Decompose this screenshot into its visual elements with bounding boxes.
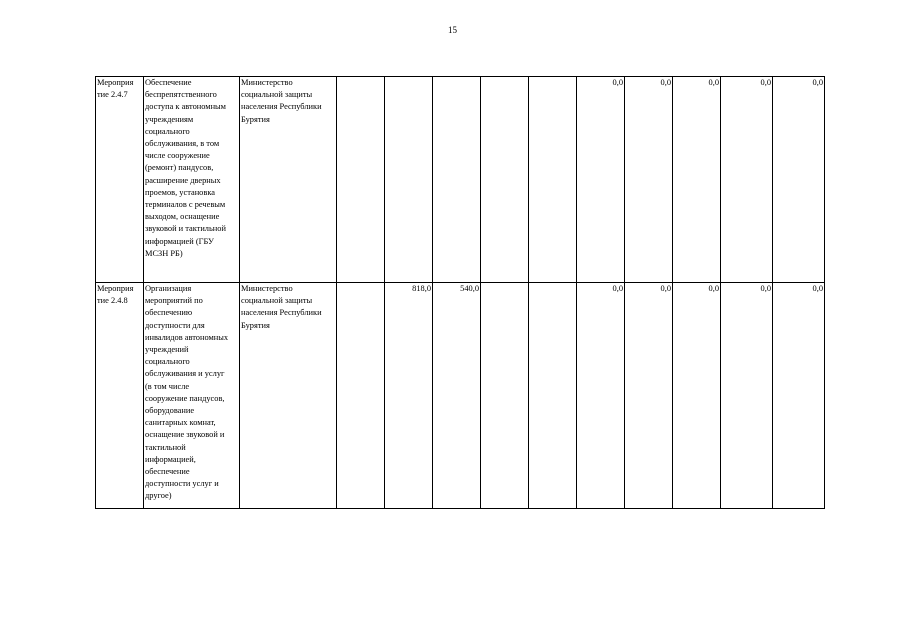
value-cell: 0,0 [721, 77, 773, 283]
value-cell [337, 283, 385, 509]
value-cell [481, 283, 529, 509]
value-cell: 0,0 [773, 283, 825, 509]
value-cell: 0,0 [721, 283, 773, 509]
page-number: 15 [448, 25, 457, 35]
value-cell: 0,0 [673, 283, 721, 509]
measure-description: Организация мероприятий по обеспечению доступности для инвалидов автономных учреждений социального обслуживания и услуг (в том числе сооружение пандусов, оборудование санитарных комнат, оснащение звуковой и тактильной информацией, обеспечение доступности услуг и другое) [144, 283, 240, 509]
value-cell: 0,0 [773, 77, 825, 283]
measure-executor: Министерство социальной защиты населения Республики Бурятия [240, 77, 337, 283]
value-cell: 818,0 [385, 283, 433, 509]
value-cell [385, 77, 433, 283]
value-cell: 0,0 [625, 283, 673, 509]
value-cell: 540,0 [433, 283, 481, 509]
value-cell [337, 77, 385, 283]
measure-description: Обеспечение беспрепятственного доступа к автономным учреждениям социального обслуживания, в том числе сооружение (ремонт) пандусов, расширение дверных проемов, установка терминалов с речевым выходом, оснащение звуковой и тактильной информацией (ГБУ МСЗН РБ) [144, 77, 240, 283]
measure-executor: Министерство социальной защиты населения Республики Бурятия [240, 283, 337, 509]
value-cell [529, 77, 577, 283]
value-cell: 0,0 [673, 77, 721, 283]
value-cell: 0,0 [577, 283, 625, 509]
measure-label: Мероприя тие 2.4.8 [96, 283, 144, 509]
value-cell [529, 283, 577, 509]
value-cell: 0,0 [577, 77, 625, 283]
measure-label: Мероприя тие 2.4.7 [96, 77, 144, 283]
program-table [95, 76, 825, 509]
value-cell [433, 77, 481, 283]
value-cell: 0,0 [625, 77, 673, 283]
value-cell [481, 77, 529, 283]
table-row [96, 77, 825, 283]
table-row [96, 283, 825, 509]
